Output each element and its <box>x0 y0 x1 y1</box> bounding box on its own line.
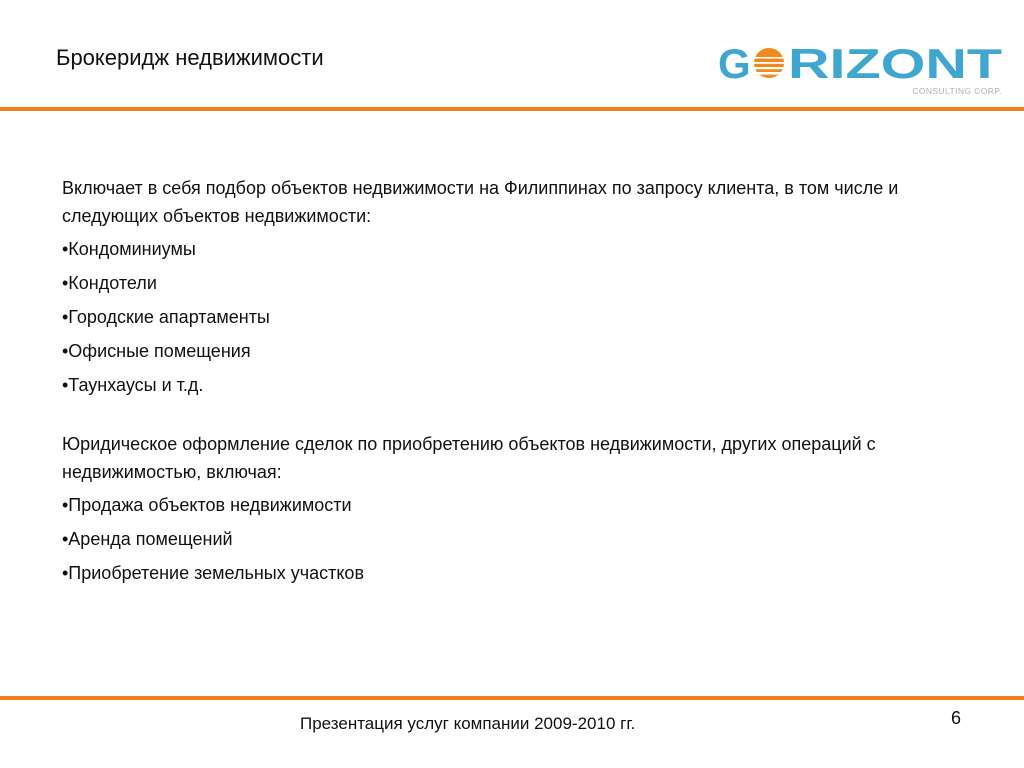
section2-intro: Юридическое оформление сделок по приобретению объектов недвижимости, других операций с недвижимостью, включая: <box>62 434 876 482</box>
list-item: •Аренда помещений <box>62 529 233 549</box>
page-number: 6 <box>951 708 962 728</box>
sun-icon <box>752 48 786 78</box>
main-content <box>62 174 982 588</box>
svg-text:G: G <box>718 40 751 87</box>
footer-caption: Презентация услуг компании 2009-2010 гг. <box>300 714 636 733</box>
section1-intro: Включает в себя подбор объектов недвижимости на Филиппинах по запросу клиента, в том числе и следующих объектов недвижимости: <box>62 178 899 226</box>
list-item: •Городские апартаменты <box>62 307 270 327</box>
section-spacer <box>62 400 982 430</box>
list-item: •Офисные помещения <box>62 341 251 361</box>
logo-wordmark: RIZONT <box>788 40 1003 87</box>
list-item: •Кондотели <box>62 273 157 293</box>
list-item: •Продажа объектов недвижимости <box>62 495 352 515</box>
list-item: •Приобретение земельных участков <box>62 563 365 583</box>
list-item: •Кондоминиумы <box>62 239 196 259</box>
page-title: Брокеридж недвижимости <box>56 45 324 70</box>
company-logo <box>716 30 1006 100</box>
header-divider <box>0 107 1024 111</box>
list-item: •Таунхаусы и т.д. <box>62 375 204 395</box>
logo-tagline: CONSULTING CORP. <box>912 86 1002 96</box>
footer-divider <box>0 696 1024 700</box>
